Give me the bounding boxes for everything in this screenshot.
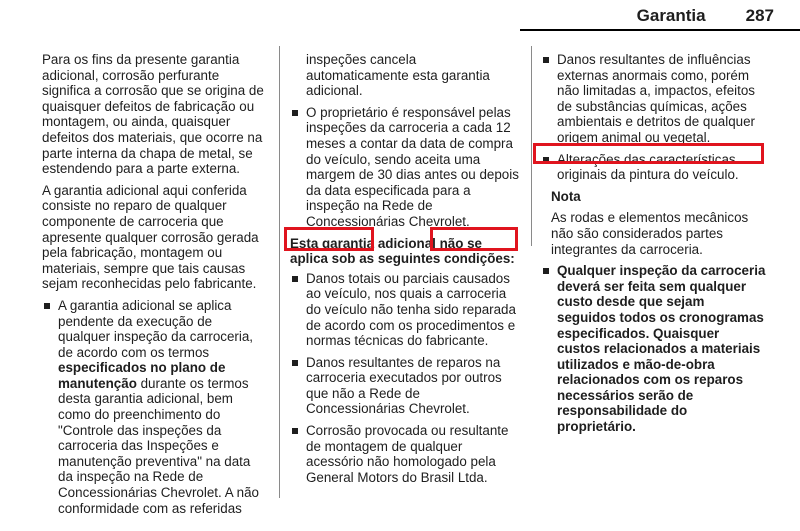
column-2 — [290, 52, 522, 491]
bullet-text: Qualquer inspeção da carroceria deverá ser feita sem qualquer custo desde que sejam seguidos todos os cronogramas especificados. Quaisquer custos relacionados a materiais utilizados e mão-de-obra relacionados com os reparos necessários serão de responsabilidade do proprietário. — [557, 263, 766, 435]
list-item — [290, 423, 522, 485]
bullet-text: O proprietário é responsável pelas inspeções da carroceria a cada 12 meses a contar da data de compra do veículo, sendo aceita uma margem de 30 dias antes ou depois da data especificada para a inspeção na Rede de Concessionárias Chevrolet. — [306, 104, 519, 229]
highlight-box — [430, 227, 518, 251]
bullet-square-icon — [543, 57, 549, 63]
list-item — [42, 298, 267, 516]
page-header — [637, 4, 774, 28]
list-item — [290, 355, 522, 417]
note-title: Nota — [551, 188, 581, 204]
bullet-square-icon — [543, 268, 549, 274]
bullet-text: Alterações das características originais da pintura do veículo. — [557, 151, 739, 183]
list-item — [290, 105, 522, 230]
continued-text: inspeções cancela automaticamente esta garantia adicional. — [306, 52, 490, 99]
column-3 — [541, 52, 766, 441]
column-divider-1 — [279, 46, 280, 498]
list-item — [541, 52, 766, 146]
bullet-square-icon — [292, 276, 298, 282]
exclusions-heading: Esta garantia adicional não se aplica sob as seguintes condições: — [290, 235, 515, 267]
note-block — [541, 189, 766, 257]
bullet-bold-text: especificados no plano de manutenção — [58, 360, 226, 391]
bullet-text: Corrosão provocada ou resultante de montagem de qualquer acessório não homologado pela General Motors do Brasil Ltda. — [306, 423, 509, 485]
bullet-square-icon — [44, 303, 50, 309]
bullet-square-icon — [292, 360, 298, 366]
page-number: 287 — [745, 6, 774, 26]
highlight-box — [533, 143, 764, 164]
list-item — [290, 271, 522, 349]
bullet-text-cont: durante os termos desta garantia adicional, bem como do preenchimento do "Controle das inspeções da carroceria das Inspeções e manutenção preventiva" na data da inspeção na Rede de Concessionárias Chevrolet. A não conformidade com as referidas — [58, 375, 259, 516]
bullet-text: Danos totais ou parciais causados ao veículo, nos quais a carroceria do veículo não tenha sido reparada de acordo com os procedimentos e normas técnicas do fabricante. — [306, 270, 516, 349]
column-divider-2 — [531, 46, 532, 246]
bullet-text: Danos resultantes de influências externas anormais como, porém não limitadas a, impactos, efeitos de substâncias químicas, ações ambientais e detritos de qualquer origem animal ou vegetal. — [557, 52, 756, 145]
bullet-text: A garantia adicional se aplica pendente da execução de qualquer inspeção da carroceria, de acordo com os termos — [58, 297, 254, 360]
bullet-square-icon — [292, 428, 298, 434]
highlight-box — [284, 227, 374, 251]
bullet-square-icon — [292, 110, 298, 116]
paragraph-warranty-scope: A garantia adicional aqui conferida consiste no reparo de qualquer componente de carroceria que apresente qualquer corrosão gerada pela fabricação, montagem ou materiais, sempre que tais causas sejam reconhecidas pelo fabricante. — [42, 182, 259, 292]
section-title: Garantia — [636, 6, 706, 26]
header-rule — [520, 29, 800, 31]
list-item — [541, 263, 766, 435]
column-1 — [42, 52, 267, 522]
note-text: As rodas e elementos mecânicos não são considerados partes integrantes da carroceria. — [551, 210, 749, 257]
paragraph-corrosion-definition: Para os fins da presente garantia adicional, corrosão perfurante significa a corrosão que se origina de quaisquer defeitos de fabricação ou montagem, ou ainda, quaisquer defeitos dos materiais, que ocorre na parte interna da chapa de metal, se estendendo para a parte externa. — [42, 52, 264, 177]
bullet-text: Danos resultantes de reparos na carroceria executados por outros que não a Rede de Concessionárias Chevrolet. — [306, 354, 502, 417]
